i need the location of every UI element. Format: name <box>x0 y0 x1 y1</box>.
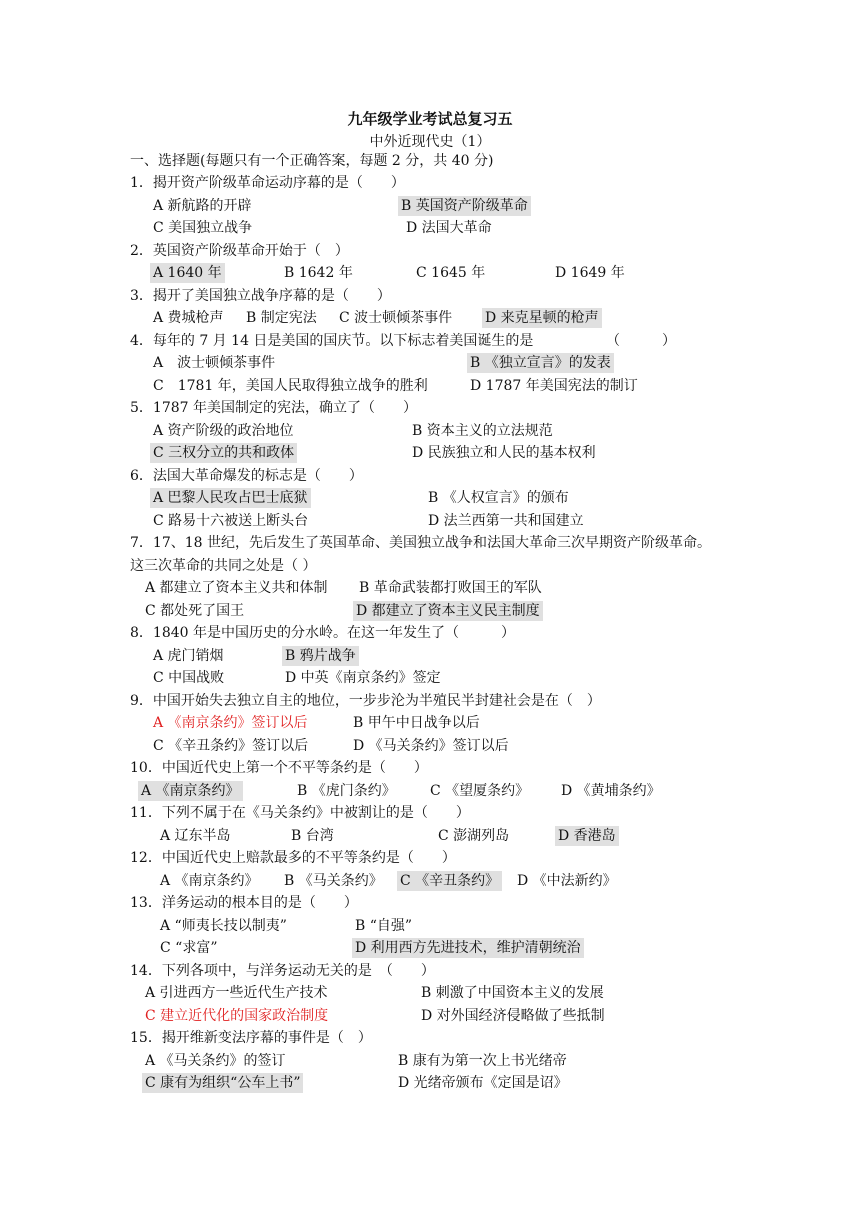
question-4-stem-blank: （ ） <box>606 333 676 349</box>
question-1-option-d: D 法国大革命 <box>406 220 492 236</box>
question-15-stem: 15．揭开维新变法序幕的事件是（ ） <box>130 1030 372 1046</box>
question-13-option-c: C “求富” <box>160 940 218 956</box>
question-11-option-b: B 台湾 <box>291 828 334 844</box>
question-4-option-c: C 1781 年，美国人民取得独立战争的胜利 <box>153 378 428 394</box>
question-1-option-c: C 美国独立战争 <box>153 220 253 236</box>
question-11-option-a: A 辽东半岛 <box>160 828 231 844</box>
document-title: 九年级学业考试总复习五 <box>347 110 513 128</box>
question-4-option-b: B 《独立宣言》的发表 <box>467 353 614 373</box>
question-9-option-a: A 《南京条约》签订以后 <box>153 715 308 731</box>
question-6-option-b: B 《人权宣言》的颁布 <box>428 490 569 506</box>
question-8-option-c: C 中国战败 <box>153 670 225 686</box>
question-13-option-d: D 利用西方先进技术，维护清朝统治 <box>352 938 584 958</box>
question-10-option-d: D 《黄埔条约》 <box>561 783 661 799</box>
question-4-stem: 4．每年的 7 月 14 日是美国的国庆节。以下标志着美国诞生的是 <box>130 333 534 349</box>
question-10-option-c: C 《望厦条约》 <box>430 783 530 799</box>
question-11-option-c: C 澎湖列岛 <box>438 828 510 844</box>
question-10-option-b: B 《虎门条约》 <box>297 783 396 799</box>
question-9-option-b: B 甲午中日战争以后 <box>353 715 480 731</box>
question-8-option-a: A 虎门销烟 <box>153 648 224 664</box>
question-12-option-b: B 《马关条约》 <box>284 873 383 889</box>
question-11-stem: 11．下列不属于在《马关条约》中被割让的是（ ） <box>130 805 470 821</box>
question-7-stem-continued: 这三次革命的共同之处是（ ） <box>130 558 317 574</box>
question-1-option-a: A 新航路的开辟 <box>153 198 252 214</box>
question-9-option-d: D 《马关条约》签订以后 <box>353 738 509 754</box>
question-14-option-c: C 建立近代化的国家政治制度 <box>145 1008 329 1024</box>
question-2-stem: 2．英国资产阶级革命开始于（ ） <box>130 243 349 259</box>
question-5-option-d: D 民族独立和人民的基本权利 <box>412 445 596 461</box>
question-2-option-b: B 1642 年 <box>284 265 353 281</box>
question-13-option-b: B “自强” <box>355 918 413 934</box>
question-14-option-b: B 刺激了中国资本主义的发展 <box>421 985 604 1001</box>
question-15-option-a: A 《马关条约》的签订 <box>145 1053 286 1069</box>
question-7-option-d: D 都建立了资本主义民主制度 <box>353 601 543 621</box>
question-13-option-a: A “师夷长技以制夷” <box>160 918 287 934</box>
question-6-option-a: A 巴黎人民攻占巴士底狱 <box>150 488 311 508</box>
question-3-option-b: B 制定宪法 <box>246 310 317 326</box>
question-3-option-c: C 波士顿倾茶事件 <box>339 310 453 326</box>
question-12-option-d: D 《中法新约》 <box>517 873 617 889</box>
question-15-option-d: D 光绪帝颁布《定国是诏》 <box>398 1075 568 1091</box>
question-8-stem: 8．1840 年是中国历史的分水岭。在这一年发生了（ ） <box>130 625 515 641</box>
question-12-stem: 12．中国近代史上赔款最多的不平等条约是（ ） <box>130 850 456 866</box>
question-7-option-c: C 都处死了国王 <box>145 603 245 619</box>
question-8-option-b: B 鸦片战争 <box>282 646 359 666</box>
question-12-option-c: C 《辛丑条约》 <box>397 871 502 891</box>
question-5-option-a: A 资产阶级的政治地位 <box>153 423 294 439</box>
question-2-option-a: A 1640 年 <box>150 263 225 283</box>
question-3-option-d: D 来克星顿的枪声 <box>482 308 602 328</box>
question-10-stem: 10．中国近代史上第一个不平等条约是（ ） <box>130 760 428 776</box>
question-4-option-a: A 波士顿倾茶事件 <box>153 355 276 371</box>
question-3-option-a: A 费城枪声 <box>153 310 224 326</box>
question-11-option-d: D 香港岛 <box>555 826 619 846</box>
question-6-option-c: C 路易十六被送上断头台 <box>153 513 309 529</box>
question-14-stem: 14．下列各项中，与洋务运动无关的是 （ ） <box>130 963 435 979</box>
question-10-option-a: A 《南京条约》 <box>138 781 243 801</box>
question-2-option-c: C 1645 年 <box>416 265 486 281</box>
question-5-stem: 5．1787 年美国制定的宪法，确立了（ ） <box>130 400 417 416</box>
question-1-stem: 1．揭开资产阶级革命运动序幕的是（ ） <box>130 175 405 191</box>
question-7-stem: 7．17、18 世纪，先后发生了英国革命、美国独立战争和法国大革命三次早期资产阶级革命。 <box>130 535 711 551</box>
section-heading: 一、选择题(每题只有一个正确答案，每题 2 分，共 40 分) <box>130 153 494 169</box>
question-2-option-d: D 1649 年 <box>555 265 625 281</box>
question-4-option-d: D 1787 年美国宪法的制订 <box>470 378 638 394</box>
question-12-option-a: A 《南京条约》 <box>160 873 259 889</box>
question-15-option-b: B 康有为第一次上书光绪帝 <box>398 1053 567 1069</box>
question-1-option-b: B 英国资产阶级革命 <box>398 196 531 216</box>
question-7-option-a: A 都建立了资本主义共和体制 <box>145 580 328 596</box>
question-6-stem: 6．法国大革命爆发的标志是（ ） <box>130 468 363 484</box>
question-14-option-d: D 对外国经济侵略做了些抵制 <box>421 1008 605 1024</box>
question-9-option-c: C 《辛丑条约》签订以后 <box>153 738 309 754</box>
question-5-option-c: C 三权分立的共和政体 <box>150 443 297 463</box>
document-subtitle: 中外近现代史（1） <box>369 134 491 150</box>
question-8-option-d: D 中英《南京条约》签定 <box>285 670 441 686</box>
question-6-option-d: D 法兰西第一共和国建立 <box>428 513 584 529</box>
question-15-option-c: C 康有为组织“公车上书” <box>142 1073 303 1093</box>
question-14-option-a: A 引进西方一些近代生产技术 <box>145 985 328 1001</box>
question-3-stem: 3．揭开了美国独立战争序幕的是（ ） <box>130 288 391 304</box>
question-5-option-b: B 资本主义的立法规范 <box>412 423 553 439</box>
question-13-stem: 13．洋务运动的根本目的是（ ） <box>130 895 358 911</box>
question-9-stem: 9．中国开始失去独立自主的地位，一步步沦为半殖民半封建社会是在（ ） <box>130 693 601 709</box>
question-7-option-b: B 革命武装都打败国王的军队 <box>359 580 542 596</box>
